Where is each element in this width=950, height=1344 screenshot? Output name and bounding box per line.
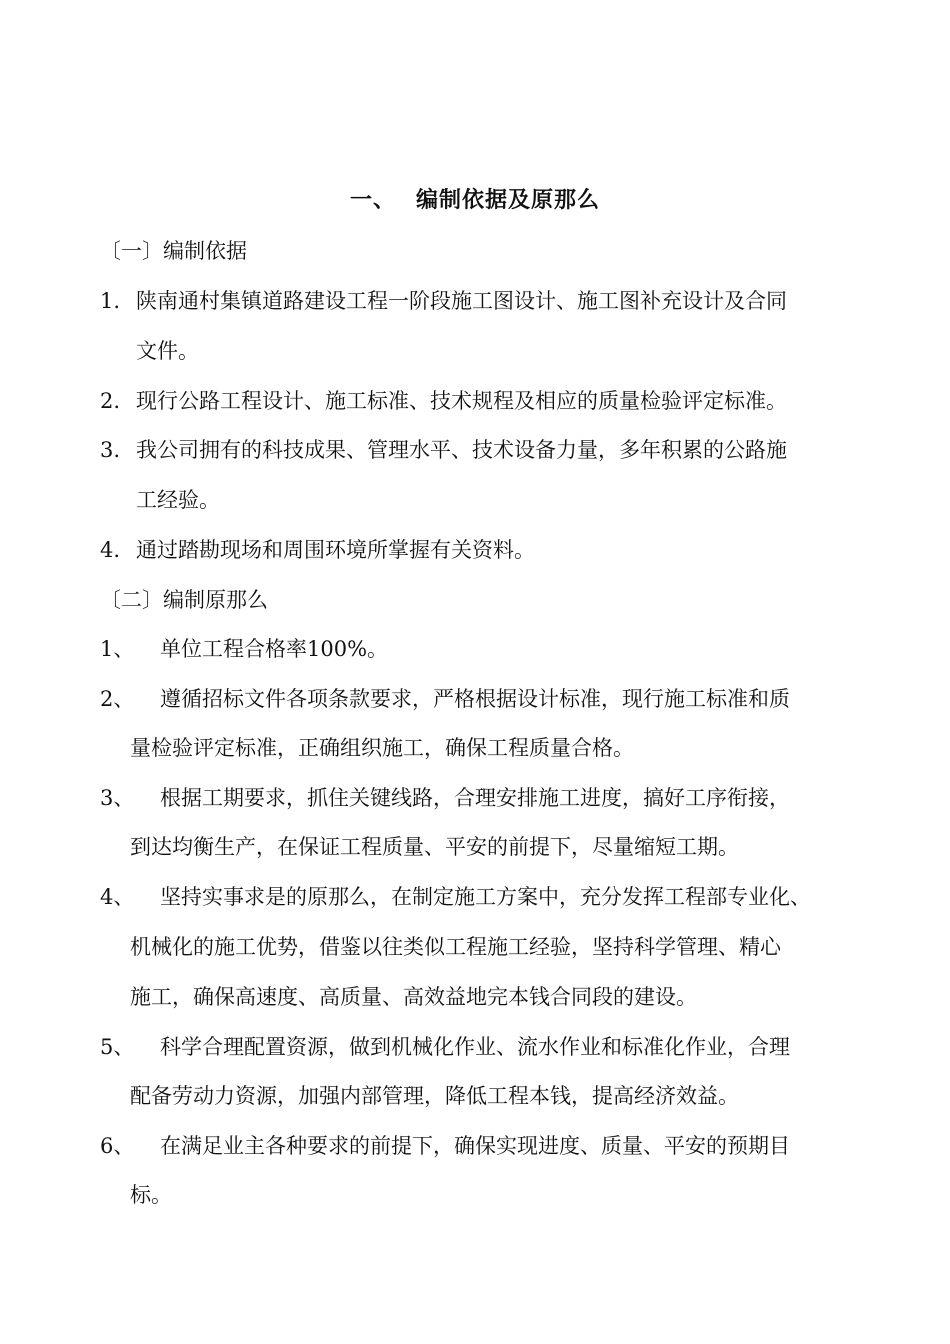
principle-item-5 [100, 1032, 790, 1062]
item-text: 科学合理配置资源，做到机械化作业、流水作业和标准化作业，合理 [160, 1035, 790, 1059]
principle-item-4 [100, 882, 811, 912]
item-number: 3. [100, 438, 121, 462]
principle-item-3 [100, 783, 790, 813]
basis-item-2 [100, 386, 787, 416]
item-text: 坚持实事求是的原那么，在制定施工方案中，充分发挥工程部专业化、 [160, 885, 811, 909]
principle-item-2-continuation: 量检验评定标准，正确组织施工，确保工程质量合格。 [130, 736, 634, 760]
item-number: 1. [100, 289, 121, 313]
item-number: 4、 [100, 885, 135, 909]
item-text: 通过踏勘现场和周围环境所掌握有关资料。 [136, 538, 535, 562]
item-text: 在满足业主各种要求的前提下，确保实现进度、质量、平安的预期目 [160, 1134, 790, 1158]
principle-item-6-continuation: 标。 [130, 1183, 172, 1207]
basis-item-3-continuation: 工经验。 [136, 488, 220, 512]
principle-item-6 [100, 1131, 790, 1161]
item-text: 遵循招标文件各项条款要求，严格根据设计标准，现行施工标准和质 [160, 687, 790, 711]
item-number: 6、 [100, 1134, 135, 1158]
item-number: 2. [100, 389, 121, 413]
principle-item-1 [100, 634, 388, 664]
title-number: 一、 [349, 187, 396, 213]
item-text: 陕南通村集镇道路建设工程一阶段施工图设计、施工图补充设计及合同 [136, 289, 787, 313]
item-number: 1、 [100, 637, 135, 661]
basis-item-1-continuation: 文件。 [136, 339, 199, 363]
section-heading-basis: 〔一〕编制依据 [100, 239, 247, 263]
item-text: 现行公路工程设计、施工标准、技术规程及相应的质量检验评定标准。 [136, 389, 787, 413]
basis-item-4 [100, 535, 535, 565]
basis-item-3 [100, 435, 787, 465]
item-text: 单位工程合格率100%。 [160, 637, 389, 661]
item-number: 3、 [100, 786, 135, 810]
page-title [0, 184, 950, 216]
title-text: 编制依据及原那么 [416, 187, 601, 213]
basis-item-1 [100, 286, 787, 316]
principle-item-3-continuation: 到达均衡生产，在保证工程质量、平安的前提下，尽量缩短工期。 [130, 835, 739, 859]
principle-item-4-continuation: 施工，确保高速度、高质量、高效益地完本钱合同段的建设。 [130, 985, 697, 1009]
item-text: 我公司拥有的科技成果、管理水平、技术设备力量，多年积累的公路施 [136, 438, 787, 462]
principle-item-2 [100, 684, 790, 714]
principle-item-4-continuation: 机械化的施工优势，借鉴以往类似工程施工经验，坚持科学管理、精心 [130, 935, 781, 959]
item-number: 5、 [100, 1035, 135, 1059]
item-number: 2、 [100, 687, 135, 711]
item-text: 根据工期要求，抓住关键线路，合理安排施工进度，搞好工序衔接， [160, 786, 790, 810]
item-number: 4. [100, 538, 121, 562]
section-heading-principles: 〔二〕编制原那么 [100, 588, 268, 612]
principle-item-5-continuation: 配备劳动力资源，加强内部管理，降低工程本钱，提高经济效益。 [130, 1084, 739, 1108]
